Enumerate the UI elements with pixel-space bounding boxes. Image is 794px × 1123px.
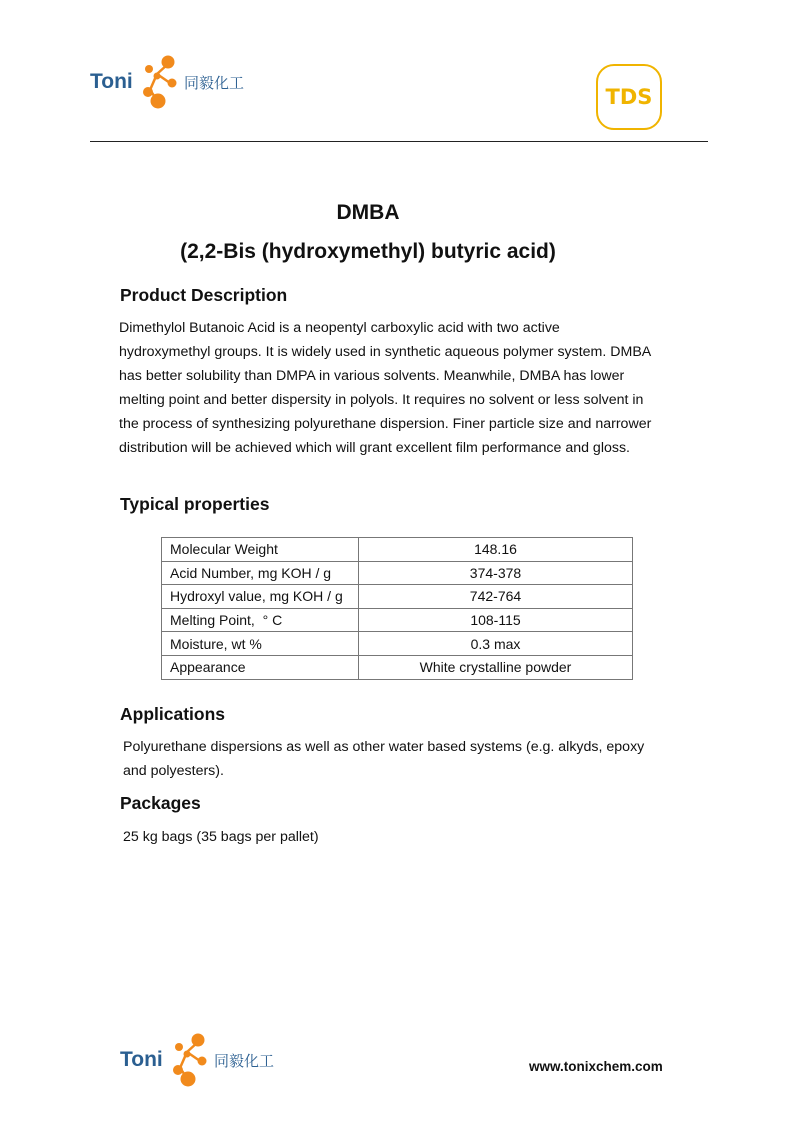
table-row [162,538,633,562]
logo-text-latin: Toni [90,70,133,93]
properties-table [161,537,633,680]
product-title: DMBA [336,201,400,224]
toni-logo [88,50,258,112]
property-value: 108-115 [359,608,633,632]
applications-line: and polyesters). [123,763,224,779]
applications-heading: Applications [120,704,226,724]
property-name: Appearance [162,655,359,679]
packages-heading: Packages [120,793,201,813]
property-value: 0.3 max [359,632,633,656]
packages-text: 25 kg bags (35 bags per pallet) [123,829,319,845]
footer-logo-text-latin: Toni [120,1048,163,1071]
table-row [162,608,633,632]
header-divider [90,141,708,142]
property-name: Acid Number, mg KOH / g [162,561,359,585]
table-row [162,561,633,585]
table-row [162,655,633,679]
property-value: White crystalline powder [359,655,633,679]
property-value: 148.16 [359,538,633,562]
description-line: melting point and better dispersity in polyols. It requires no solvent or less solvent in [119,392,644,408]
property-value: 742-764 [359,585,633,609]
product-chemical-name: (2,2-Bis (hydroxymethyl) butyric acid) [180,240,556,263]
table-row [162,585,633,609]
applications-line: Polyurethane dispersions as well as other water based systems (e.g. alkyds, epoxy [123,739,645,755]
description-line: the process of synthesizing polyurethane dispersion. Finer particle size and narrower [119,416,652,432]
typical-properties-heading: Typical properties [120,494,270,514]
molecule-icon [173,1034,207,1087]
table-row [162,632,633,656]
property-name: Molecular Weight [162,538,359,562]
website-link[interactable]: www.tonixchem.com [529,1059,663,1074]
logo-text-cjk: 同毅化工 [184,74,245,92]
property-name: Moisture, wt % [162,632,359,656]
toni-footer-logo [118,1028,288,1090]
property-value: 374-378 [359,561,633,585]
product-description-heading: Product Description [120,285,288,305]
description-line: has better solubility than DMPA in various solvents. Meanwhile, DMBA has lower [119,368,625,384]
tds-badge: TDS [596,64,662,130]
applications-text [123,735,675,783]
description-line: Dimethylol Butanoic Acid is a neopentyl carboxylic acid with two active [119,320,560,336]
product-description-text [119,316,671,460]
description-line: distribution will be achieved which will grant excellent film performance and gloss. [119,440,630,456]
property-name: Melting Point, ° C [162,608,359,632]
description-line: hydroxymethyl groups. It is widely used in synthetic aqueous polymer system. DMBA [119,344,652,360]
molecule-icon [143,56,177,109]
footer-logo-text-cjk: 同毅化工 [214,1052,275,1070]
property-name: Hydroxyl value, mg KOH / g [162,585,359,609]
